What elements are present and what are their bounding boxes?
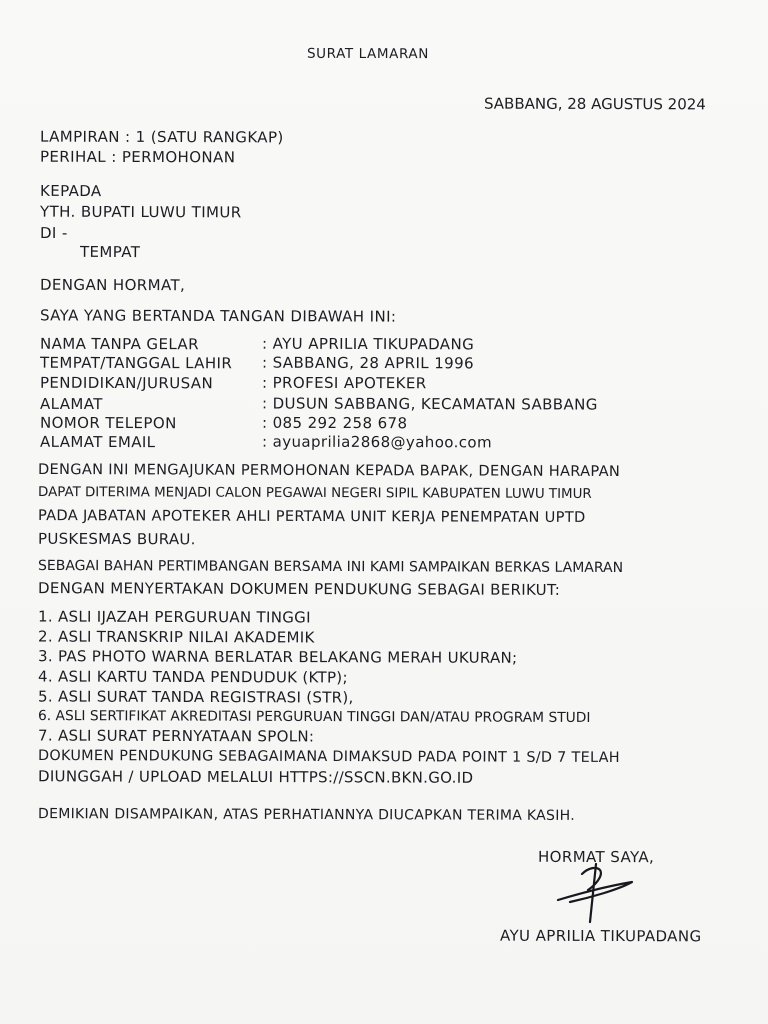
document-item: 2. ASLI TRANSKRIP NILAI AKADEMIK	[37, 627, 315, 647]
recipient-line-1: KEPADA	[39, 181, 102, 201]
identity-label: NAMA TANPA GELAR	[39, 334, 199, 354]
letter-title: SURAT LAMARAN	[306, 45, 429, 63]
paragraph-line: DENGAN INI MENGAJUKAN PERMOHONAN KEPADA BAPAK, DENGAN HARAPAN	[37, 460, 621, 481]
subject-line: PERIHAL : PERMOHONAN	[39, 147, 236, 167]
document-item: 7. ASLI SURAT PERNYATAAN SPOLN:	[37, 726, 315, 746]
identity-label: ALAMAT	[39, 394, 103, 414]
document-item: 6. ASLI SERTIFIKAT AKREDITASI PERGURUAN TINGGI DAN/ATAU PROGRAM STUDI	[37, 708, 591, 726]
identity-label: TEMPAT/TANGGAL LAHIR	[39, 353, 233, 373]
regards: HORMAT SAYA,	[537, 847, 655, 867]
document-item: 3. PAS PHOTO WARNA BERLATAR BELAKANG MERAH UKURAN;	[37, 647, 518, 667]
signature-mark	[548, 860, 648, 930]
salutation: DENGAN HORMAT,	[39, 275, 186, 295]
identity-label: PENDIDIKAN/JURUSAN	[39, 373, 214, 393]
identity-value: : ayuaprilia2868@yahoo.com	[261, 432, 493, 452]
recipient-line-4: TEMPAT	[79, 242, 141, 262]
identity-value: : SABBANG, 28 APRIL 1996	[261, 353, 475, 373]
paragraph-line: DENGAN MENYERTAKAN DOKUMEN PENDUKUNG SEBAGAI BERIKUT:	[37, 579, 561, 599]
upload-note-line: DIUNGGAH / UPLOAD MELALUI HTTPS://SSCN.BKN.GO.ID	[37, 767, 474, 787]
identity-label: NOMOR TELEPON	[39, 413, 177, 433]
identity-value: : DUSUN SABBANG, KECAMATAN SABBANG	[261, 394, 598, 414]
closing-line: DEMIKIAN DISAMPAIKAN, ATAS PERHATIANNYA DIUCAPKAN TERIMA KASIH.	[37, 806, 576, 824]
signer-name: AYU APRILIA TIKUPADANG	[499, 926, 702, 946]
paragraph-line: DAPAT DITERIMA MENJADI CALON PEGAWAI NEGERI SIPIL KABUPATEN LUWU TIMUR	[37, 485, 592, 502]
document-item: 4. ASLI KARTU TANDA PENDUDUK (KTP);	[37, 667, 348, 687]
paragraph-line: SEBAGAI BAHAN PERTIMBANGAN BERSAMA INI KAMI SAMPAIKAN BERKAS LAMARAN	[37, 557, 624, 577]
intro-line: SAYA YANG BERTANDA TANGAN DIBAWAH INI:	[39, 306, 397, 326]
identity-value: : AYU APRILIA TIKUPADANG	[261, 334, 475, 354]
document-item: 5. ASLI SURAT TANDA REGISTRASI (STR),	[37, 687, 354, 707]
recipient-line-3: DI -	[39, 223, 68, 243]
identity-value: : 085 292 258 678	[261, 413, 408, 433]
paragraph-line: PADA JABATAN APOTEKER AHLI PERTAMA UNIT KERJA PENEMPATAN UPTD	[37, 507, 586, 526]
place-date: SABBANG, 28 AGUSTUS 2024	[483, 94, 706, 114]
attachment-line: LAMPIRAN : 1 (SATU RANGKAP)	[39, 127, 284, 147]
identity-value: : PROFESI APOTEKER	[261, 373, 427, 393]
document-item: 1. ASLI IJAZAH PERGURUAN TINGGI	[37, 607, 311, 627]
upload-note-line: DOKUMEN PENDUKUNG SEBAGAIMANA DIMAKSUD PADA POINT 1 S/D 7 TELAH	[37, 747, 620, 767]
recipient-line-2: YTH. BUPATI LUWU TIMUR	[39, 202, 242, 222]
paragraph-line: PUSKESMAS BURAU.	[37, 529, 196, 549]
identity-label: ALAMAT EMAIL	[39, 432, 156, 452]
